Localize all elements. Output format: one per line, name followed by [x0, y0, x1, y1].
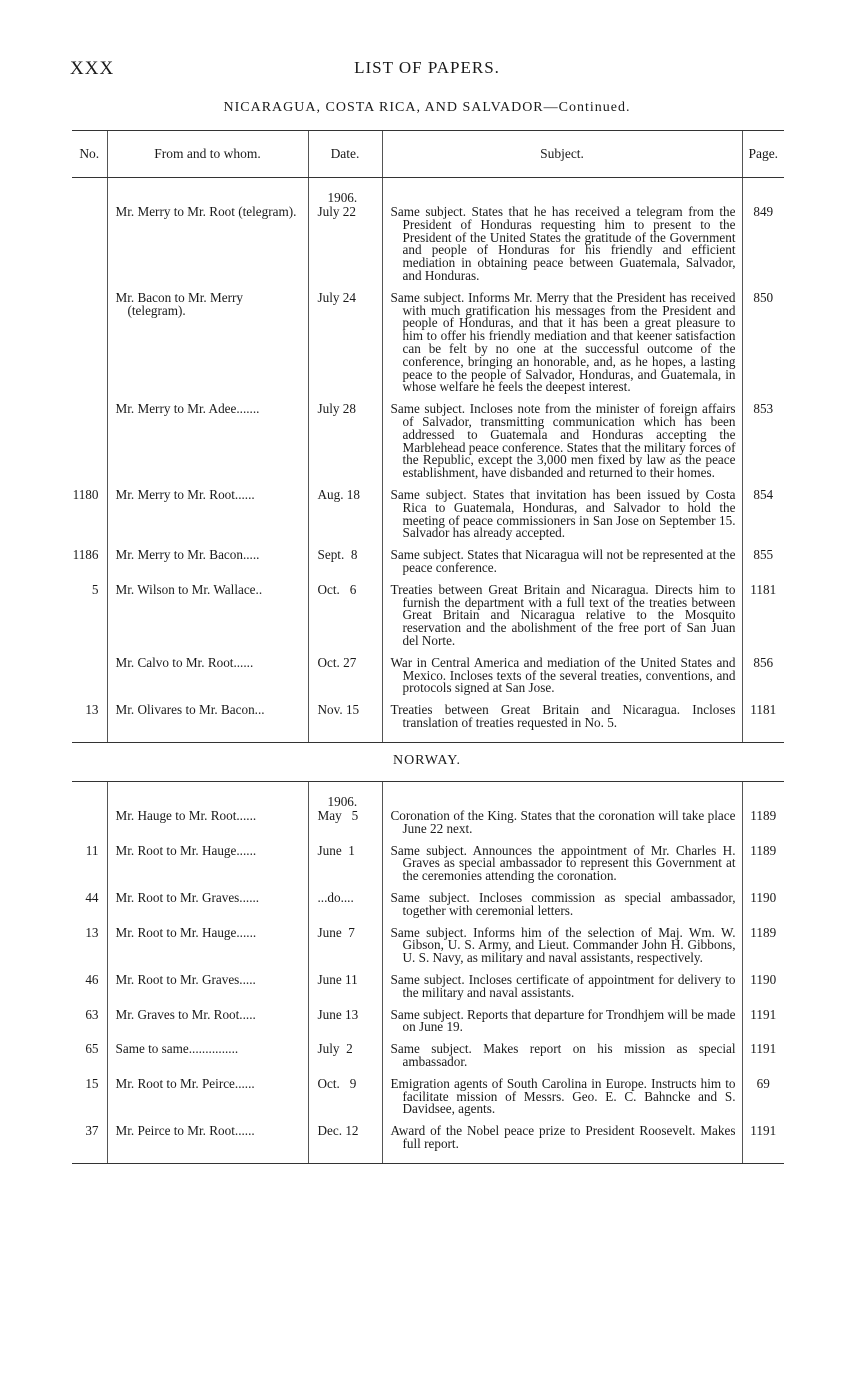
row-date: June 7 — [308, 927, 382, 965]
row-page: 1190 — [742, 892, 784, 918]
row-number: 63 — [85, 1006, 99, 1022]
row-number: 13 — [85, 702, 99, 718]
row-subject: War in Central America and mediation of the United States and Mexico. Incloses texts of the several treaties, conventions, and protocols signed at San Jose. — [390, 654, 736, 696]
row-subject: Same subject. Informs Mr. Merry that the President has received with much gratification his messages from the President and people of Honduras, and that it has been a great pleasure to him to offer his friendly mediation and that keener satisfaction can be felt by no one at the successful outcome of the conference, bringing an honorable, and, as he hopes, a lasting peace to the people of Salvador, Honduras, and Guatemala, in whose welfare he feels the deepest interest. — [390, 289, 736, 395]
table-row — [72, 657, 784, 695]
row-number — [72, 657, 107, 695]
row-from-to: Mr. Merry to Mr. Root...... — [115, 486, 255, 502]
row-from-to: Mr. Wilson to Mr. Wallace.. — [115, 581, 263, 597]
papers-table-nicaragua — [72, 130, 784, 743]
row-subject: Treaties between Great Britain and Nicaragua. Directs him to furnish the department with a full text of the treaties between Great Britain and Nicaragua relative to the Mosquito reservation and the abolishment of the free port of San Juan del Norte. — [390, 581, 736, 648]
row-subject: Same subject. States that he has received a telegram from the President of Honduras requesting him to present to the President of the United States the gratitude of the Government and people of Honduras for his friendly and efficient mediation in obtaining peace between Guatemala, Salvador, and Honduras. — [390, 204, 736, 283]
row-subject: Treaties between Great Britain and Nicaragua. Incloses translation of treaties requested in No. 5. — [390, 702, 736, 730]
row-from-to: Mr. Merry to Mr. Root (telegram). — [115, 204, 297, 219]
row-subject: Same subject. States that Nicaragua will not be represented at the peace conference. — [390, 547, 736, 575]
row-number: 5 — [91, 581, 99, 597]
row-date: Nov. 15 — [308, 704, 382, 730]
row-page: 1191 — [742, 1009, 784, 1035]
row-date: July 24 — [308, 292, 382, 394]
row-from-to: Mr. Root to Mr. Hauge...... — [115, 924, 257, 940]
table-row — [72, 549, 784, 575]
row-number — [72, 206, 107, 283]
row-page: 1189 — [742, 845, 784, 883]
row-from-to: Mr. Olivares to Mr. Bacon... — [115, 702, 265, 718]
row-from-to: Mr. Root to Mr. Graves..... — [115, 971, 256, 987]
table-row — [72, 845, 784, 883]
row-number: 1180 — [72, 486, 99, 502]
row-from-to: Mr. Root to Mr. Graves...... — [115, 889, 260, 905]
row-page: 69 — [742, 1078, 784, 1116]
row-date: Oct. 9 — [308, 1078, 382, 1116]
row-number: 37 — [85, 1123, 99, 1139]
row-subject: Same subject. Incloses certificate of appointment for delivery to the military and naval assistants. — [390, 971, 736, 1000]
row-from-to: Mr. Root to Mr. Peirce...... — [115, 1075, 255, 1091]
row-page: 849 — [742, 206, 784, 283]
table-row — [72, 403, 784, 480]
row-date: July 22 — [308, 206, 382, 283]
row-date: July 28 — [308, 403, 382, 480]
table-header-row — [72, 131, 784, 178]
row-page: 1191 — [742, 1125, 784, 1151]
table-row — [72, 704, 784, 730]
row-number: 46 — [85, 971, 99, 987]
row-from-to: Mr. Merry to Mr. Adee....... — [115, 401, 260, 417]
row-number — [72, 403, 107, 480]
row-number: 65 — [85, 1041, 99, 1057]
row-subject: Emigration agents of South Carolina in Europe. Instructs him to facilitate mission of Messrs. Geo. E. C. Bahncke and S. Davidsee, agents. — [390, 1075, 736, 1117]
row-page: 1181 — [742, 584, 784, 648]
row-from-to: Mr. Root to Mr. Hauge...... — [115, 842, 257, 858]
row-page: 1190 — [742, 974, 784, 1000]
section-title-nicaragua: NICARAGUA, COSTA RICA, AND SALVADOR—Continued. — [223, 100, 631, 115]
row-subject: Same subject. Makes report on his mission as special ambassador. — [390, 1041, 736, 1069]
row-number: 15 — [85, 1075, 99, 1091]
row-from-to: Mr. Bacon to Mr. Merry (telegram). — [115, 289, 243, 318]
table-row — [72, 1078, 784, 1116]
column-header-subject: Subject. — [382, 131, 742, 178]
table-row — [72, 584, 784, 648]
papers-table-norway — [72, 781, 784, 1164]
row-page: 856 — [742, 657, 784, 695]
row-number: 11 — [85, 842, 99, 858]
table-row — [72, 892, 784, 918]
table-row — [72, 810, 784, 836]
row-number: 13 — [85, 924, 99, 940]
row-from-to: Mr. Calvo to Mr. Root...... — [115, 654, 254, 670]
row-from-to: Mr. Peirce to Mr. Root...... — [115, 1123, 255, 1139]
row-subject: Coronation of the King. States that the coronation will take place June 22 next. — [390, 808, 736, 836]
table-row — [72, 1125, 784, 1151]
table-row — [72, 206, 784, 283]
column-header-from: From and to whom. — [107, 131, 308, 178]
row-subject: Same subject. States that invitation has been issued by Costa Rica to Guatemala, Honduras, and Salvador to hold the meeting of peace commissioners in San Jose on September 15. Salvador has already accepted. — [390, 486, 736, 541]
row-date: May 5 — [308, 810, 382, 836]
row-subject: Same subject. Announces the appointment of Mr. Charles H. Graves as special ambassador to represent this Government at the ceremonies attending the coronation. — [390, 842, 736, 884]
row-date: Dec. 12 — [308, 1125, 382, 1151]
date-year: 1906. — [327, 190, 358, 205]
page-header — [70, 58, 784, 82]
table-row — [72, 1043, 784, 1069]
row-from-to: Same to same............... — [115, 1041, 239, 1057]
column-header-date: Date. — [308, 131, 382, 178]
row-number — [72, 292, 107, 394]
date-year: 1906. — [327, 794, 358, 809]
row-from-to: Mr. Merry to Mr. Bacon..... — [115, 547, 260, 563]
table-row — [72, 1009, 784, 1035]
row-page: 1189 — [742, 927, 784, 965]
row-date: Oct. 27 — [308, 657, 382, 695]
row-date: Aug. 18 — [308, 489, 382, 540]
row-number — [72, 810, 107, 836]
page-number: XXX — [70, 58, 115, 79]
row-page: 1189 — [742, 810, 784, 836]
row-page: 1191 — [742, 1043, 784, 1069]
row-page: 854 — [742, 489, 784, 540]
row-date: Oct. 6 — [308, 584, 382, 648]
row-from-to: Mr. Graves to Mr. Root..... — [115, 1006, 256, 1022]
table-row — [72, 489, 784, 540]
row-subject: Same subject. Reports that departure for Trondhjem will be made on June 19. — [390, 1006, 736, 1035]
row-number: 1186 — [72, 547, 99, 563]
row-number: 44 — [85, 889, 99, 905]
row-date: Sept. 8 — [308, 549, 382, 575]
column-header-no: No. — [72, 131, 107, 178]
section-title-norway: NORWAY. — [392, 753, 462, 768]
row-page: 853 — [742, 403, 784, 480]
row-page: 855 — [742, 549, 784, 575]
row-date: ...do.... — [308, 892, 382, 918]
row-date: June 1 — [308, 845, 382, 883]
row-page: 850 — [742, 292, 784, 394]
row-subject: Same subject. Informs him of the selection of Maj. Wm. W. Gibson, U. S. Army, and Lieut. Commander John H. Gibbons, U. S. Navy, as military and naval assistants, respectively. — [390, 924, 736, 966]
table-row — [72, 292, 784, 394]
table-row — [72, 974, 784, 1000]
row-subject: Award of the Nobel peace prize to President Roosevelt. Makes full report. — [390, 1123, 736, 1151]
row-from-to: Mr. Hauge to Mr. Root...... — [115, 808, 257, 823]
page-title: LIST OF PAPERS. — [354, 58, 500, 77]
row-date: June 13 — [308, 1009, 382, 1035]
row-page: 1181 — [742, 704, 784, 730]
row-subject: Same subject. Incloses commission as special ambassador, together with ceremonial letters. — [390, 889, 736, 918]
row-date: June 11 — [308, 974, 382, 1000]
row-date: July 2 — [308, 1043, 382, 1069]
row-subject: Same subject. Incloses note from the minister of foreign affairs of Salvador, transmitting communication which has been addressed to Guatemala and Honduras accepting the Marblehead peace conference. States that the military forces of the Republic, except the 3,000 men fixed by law as the peace establishment, have disbanded and returned to their homes. — [390, 401, 736, 481]
column-header-page: Page. — [742, 131, 784, 178]
table-row — [72, 927, 784, 965]
